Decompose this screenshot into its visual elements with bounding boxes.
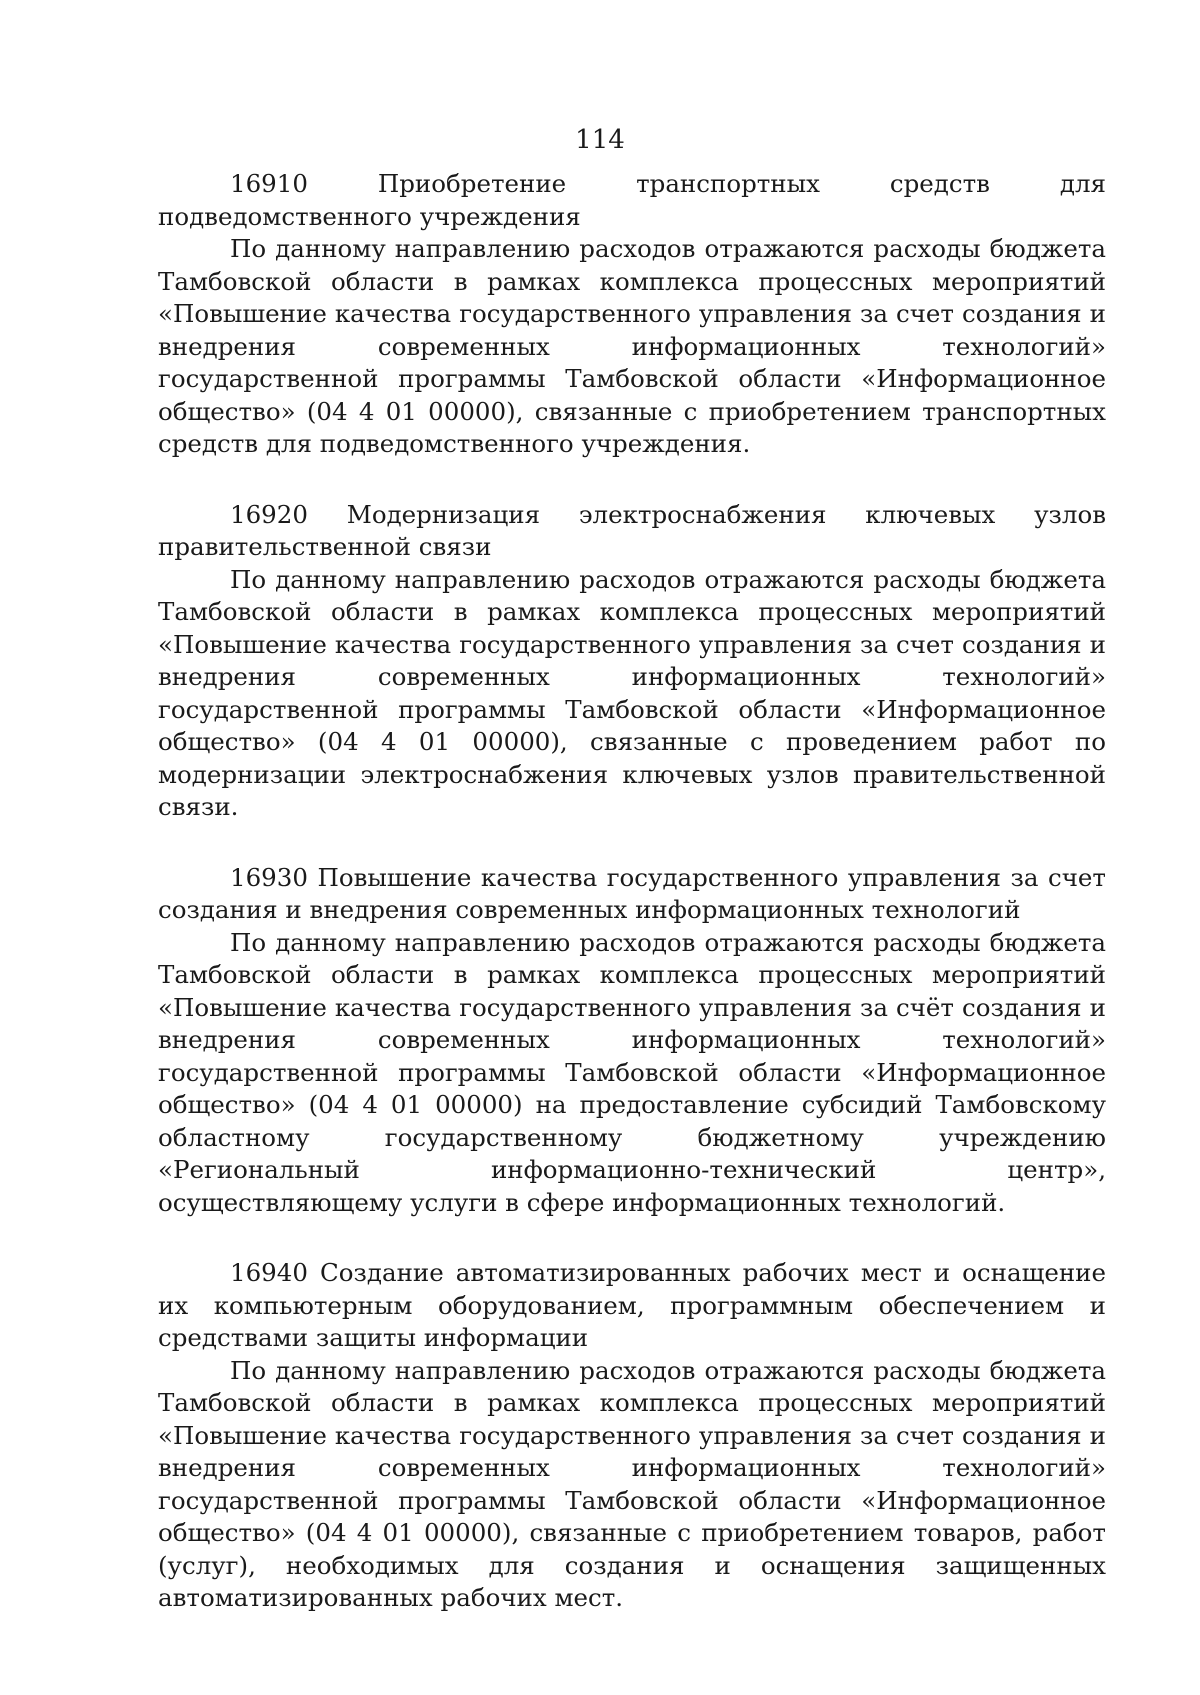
section-16910 [158, 168, 1106, 461]
section-paragraph: По данному направлению расходов отражаются расходы бюджета Тамбовской области в рамках комплекса процессных мероприятий «Повышение качества государственного управления за счет создания и внедрения современных информационных технологий» государственной программы Тамбовской области «Информационное общество» (04 4 01 00000), связанные с проведением работ по модернизации электроснабжения ключевых узлов правительственной связи. [158, 564, 1106, 821]
section-heading: 16930 Повышение качества государственного управления за счет создания и внедрения современных информационных технологий [158, 862, 1106, 924]
document-body [158, 168, 1106, 1615]
section-16940 [158, 1257, 1106, 1615]
page-number: 114 [575, 125, 625, 155]
section-paragraph: По данному направлению расходов отражаются расходы бюджета Тамбовской области в рамках комплекса процессных мероприятий «Повышение качества государственного управления за счет создания и внедрения современных информационных технологий» государственной программы Тамбовской области «Информационное общество» (04 4 01 00000), связанные с приобретением товаров, работ (услуг), необходимых для создания и оснащения защищенных автоматизированных рабочих мест. [158, 1355, 1106, 1612]
section-heading: 16910 Приобретение транспортных средств для подведомственного учреждения [158, 169, 1106, 231]
section-heading: 16920 Модернизация электроснабжения ключевых узлов правительственной связи [158, 499, 1106, 561]
section-paragraph: По данному направлению расходов отражаются расходы бюджета Тамбовской области в рамках комплекса процессных мероприятий «Повышение качества государственного управления за счет создания и внедрения современных информационных технологий» государственной программы Тамбовской области «Информационное общество» (04 4 01 00000), связанные с приобретением транспортных средств для подведомственного учреждения. [158, 234, 1106, 458]
section-paragraph: По данному направлению расходов отражаются расходы бюджета Тамбовской области в рамках комплекса процессных мероприятий «Повышение качества государственного управления за счёт создания и внедрения современных информационных технологий» государственной программы Тамбовской области «Информационное общество» (04 4 01 00000) на предоставление субсидий Тамбовскому областному государственному бюджетному учреждению «Региональный информационно-технический центр», осуществляющему услуги в сфере информационных технологий. [158, 927, 1106, 1217]
section-16930 [158, 862, 1106, 1220]
section-16920 [158, 499, 1106, 824]
section-heading: 16940 Создание автоматизированных рабочих мест и оснащение их компьютерным оборудованием, программным обеспечением и средствами защиты информации [158, 1258, 1106, 1352]
